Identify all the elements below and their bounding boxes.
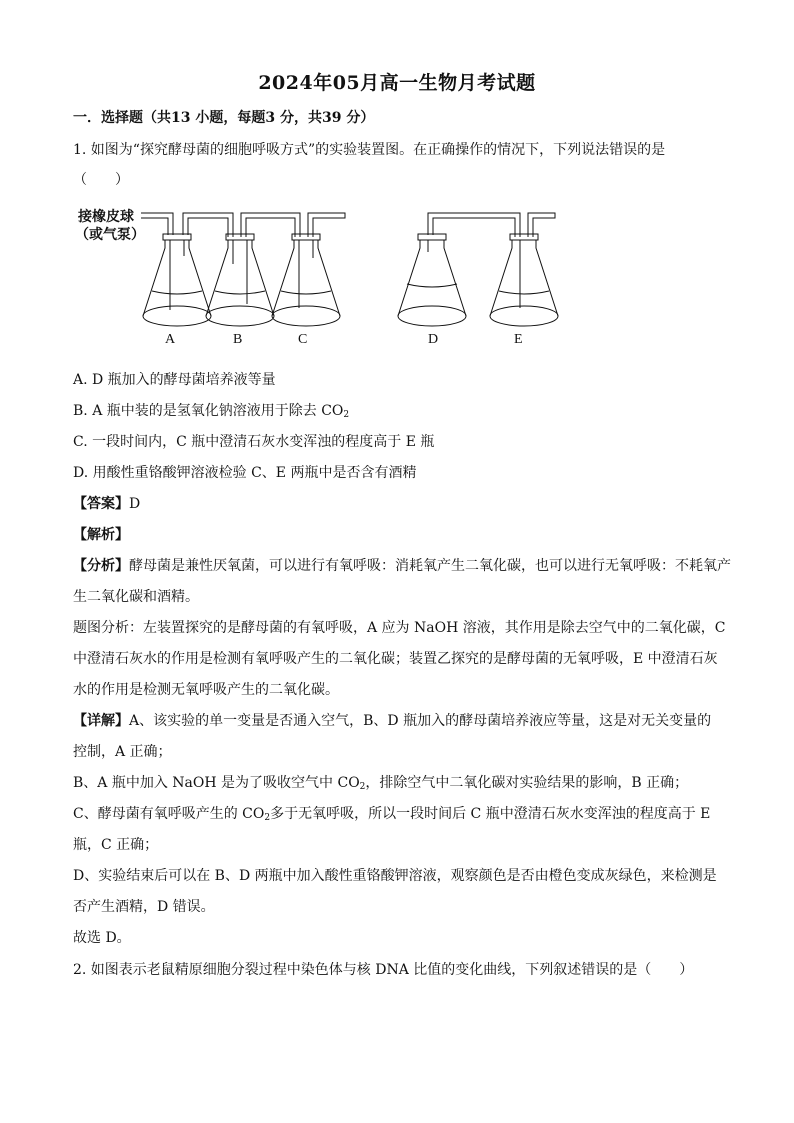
tufenxi-line-1: 题图分析：左装置探究的是酵母菌的有氧呼吸，A 应为 NaOH 溶液，其作用是除去空气中的二氧化碳，C bbox=[73, 620, 726, 636]
flask-label-d: D bbox=[428, 332, 439, 347]
flask-label-a: A bbox=[165, 332, 176, 347]
apparatus-diagram bbox=[73, 204, 573, 354]
flask-label-e: E bbox=[514, 332, 523, 347]
option-c: C. 一段时间内，C 瓶中澄清石灰水变浑浊的程度高于 E 瓶 bbox=[73, 434, 435, 450]
fenxi-line-1: 【分析】酵母菌是兼性厌氧菌，可以进行有氧呼吸：消耗氧产生二氧化碳，也可以进行无氧呼吸：不耗氧产 bbox=[73, 558, 731, 574]
q2-stem: 2. 如图表示老鼠精原细胞分裂过程中染色体与核 DNA 比值的变化曲线，下列叙述错误的是（ ） bbox=[73, 962, 694, 978]
conclusion-line: 故选 D。 bbox=[73, 930, 131, 946]
detail-d-line-1: D、实验结束后可以在 B、D 两瓶中加入酸性重铬酸钾溶液，观察颜色是否由橙色变成灰绿色，来检测是 bbox=[73, 868, 717, 884]
detail-c-line-1: C、酵母菌有氧呼吸产生的 $CO_2$多于无氧呼吸，所以一段时间后 C 瓶中澄清石灰水变浑浊的程度高于 E bbox=[73, 806, 711, 823]
flask-label-b: B bbox=[233, 332, 243, 347]
detail-b-line: B、A 瓶中加入 NaOH 是为了吸收空气中 $CO_2$，排除空气中二氧化碳对实验结果的影响，B 正确； bbox=[73, 775, 689, 792]
answer-value: D bbox=[129, 496, 141, 512]
fenxi-line-2: 生二氧化碳和酒精。 bbox=[73, 589, 199, 605]
option-a: A. D 瓶加入的酵母菌培养液等量 bbox=[73, 372, 276, 388]
q1-blank: （ ） bbox=[73, 172, 129, 188]
q1-stem: 1. 如图为“探究酵母菌的细胞呼吸方式”的实验装置图。在正确操作的情况下，下列说法错误的是 bbox=[73, 142, 666, 158]
flask-label-c: C bbox=[298, 332, 308, 347]
detail-d-line-2: 否产生酒精，D 错误。 bbox=[73, 899, 215, 915]
tufenxi-line-3: 水的作用是检测无氧呼吸产生的二氧化碳。 bbox=[73, 682, 339, 698]
exam-title: 2024年05月高一生物月考试题 bbox=[258, 72, 536, 94]
detail-a-line-2: 控制，A 正确； bbox=[73, 744, 172, 760]
option-b: B. A 瓶中装的是氢氧化钠溶液用于除去 $CO_2$ bbox=[73, 403, 350, 420]
analysis-tag: 【解析】 bbox=[73, 527, 129, 543]
answer-tag: 【答案】 bbox=[73, 496, 129, 512]
tufenxi-line-2: 中澄清石灰水的作用是检测有氧呼吸产生的二氧化碳；装置乙探究的是酵母菌的无氧呼吸，E 中澄清石灰 bbox=[73, 651, 718, 667]
apparatus-figure bbox=[73, 204, 573, 354]
option-d: D. 用酸性重铬酸钾溶液检验 C、E 两瓶中是否含有酒精 bbox=[73, 465, 417, 481]
answer-line bbox=[73, 494, 733, 514]
detail-c-line-2: 瓶，C 正确； bbox=[73, 837, 159, 853]
pump-label-2: （或气泵） bbox=[75, 227, 145, 243]
detail-a-line-1: 【详解】A、该实验的单一变量是否通入空气，B、D 瓶加入的酵母菌培养液应等量，这是对无关变量的 bbox=[73, 713, 712, 729]
section-heading: 一．选择题（共13 小题，每题3 分，共39 分） bbox=[73, 110, 375, 126]
pump-label-1: 接橡皮球 bbox=[78, 209, 134, 225]
